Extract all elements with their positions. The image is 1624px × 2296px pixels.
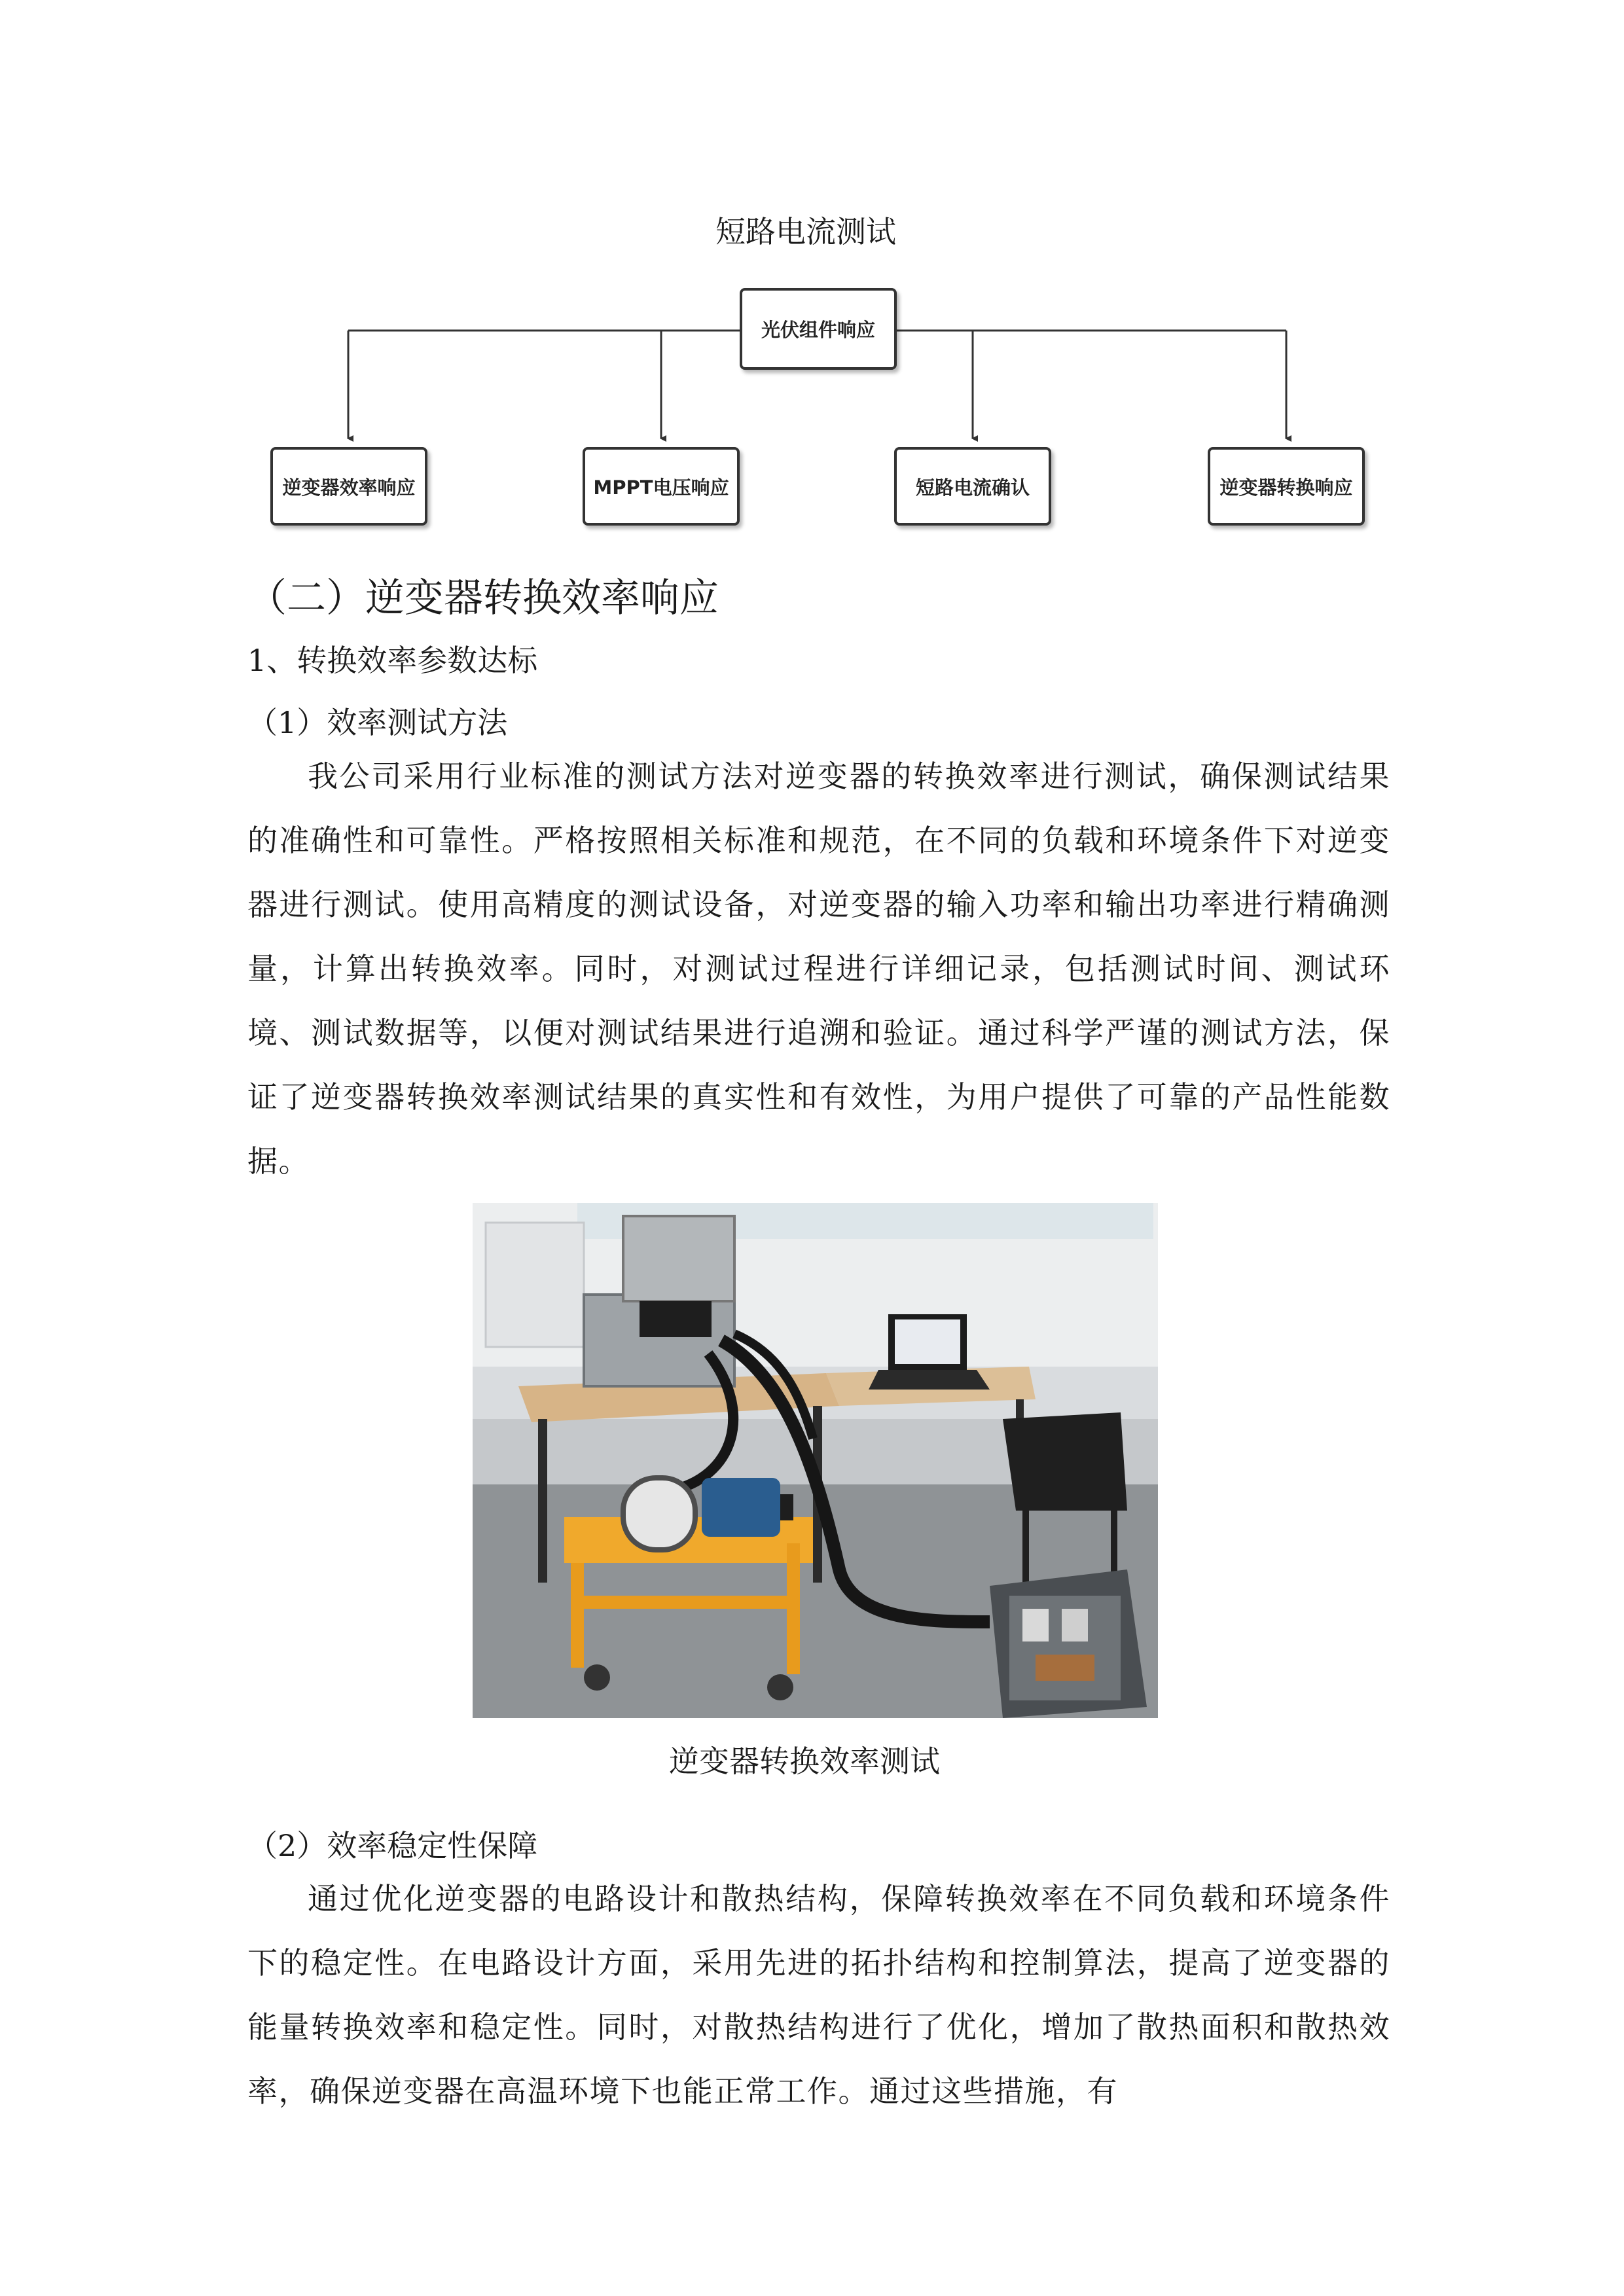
flow-diagram [0,0,1624,556]
diagram-child-node: 短路电流确认 [894,447,1051,526]
photo-caption: 逆变器转换效率测试 [669,1744,940,1779]
diagram-child-node: MPPT电压响应 [583,447,740,526]
section-heading: （二）逆变器转换效率响应 [247,575,719,621]
diagram-root-node: 光伏组件响应 [740,288,897,370]
paragraph-2: 通过优化逆变器的电路设计和散热结构，保障转换效率在不同负载和环境条件下的稳定性。在电路设计方面，采用先进的拓扑结构和控制算法，提高了逆变器的能量转换效率和稳定性。同时，对散热结构进行了优化，增加了散热面积和散热效率，确保逆变器在高温环境下也能正常工作。通过这些措施，有 [247,1881,1390,2109]
diagram-title: 短路电流测试 [715,214,896,249]
paragraph-1: 我公司采用行业标准的测试方法对逆变器的转换效率进行测试，确保测试结果的准确性和可靠性。严格按照相关标准和规范，在不同的负载和环境条件下对逆变器进行测试。使用高精度的测试设备，对逆变器的输入功率和输出功率进行精确测量，计算出转换效率。同时，对测试过程进行详细记录，包括测试时间、测试环境、测试数据等，以便对测试结果进行追溯和验证。通过科学严谨的测试方法，保证了逆变器转换效率测试结果的真实性和有效性，为用户提供了可靠的产品性能数据。 [247,759,1390,1179]
item-heading-2: （2）效率稳定性保障 [247,1828,538,1863]
item-heading-1: （1）效率测试方法 [247,705,508,740]
diagram-child-node: 逆变器转换响应 [1208,447,1365,526]
diagram-child-node: 逆变器效率响应 [270,447,427,526]
test-equipment-photo [473,1203,1158,1718]
subsection-heading: 1、转换效率参数达标 [247,643,538,678]
